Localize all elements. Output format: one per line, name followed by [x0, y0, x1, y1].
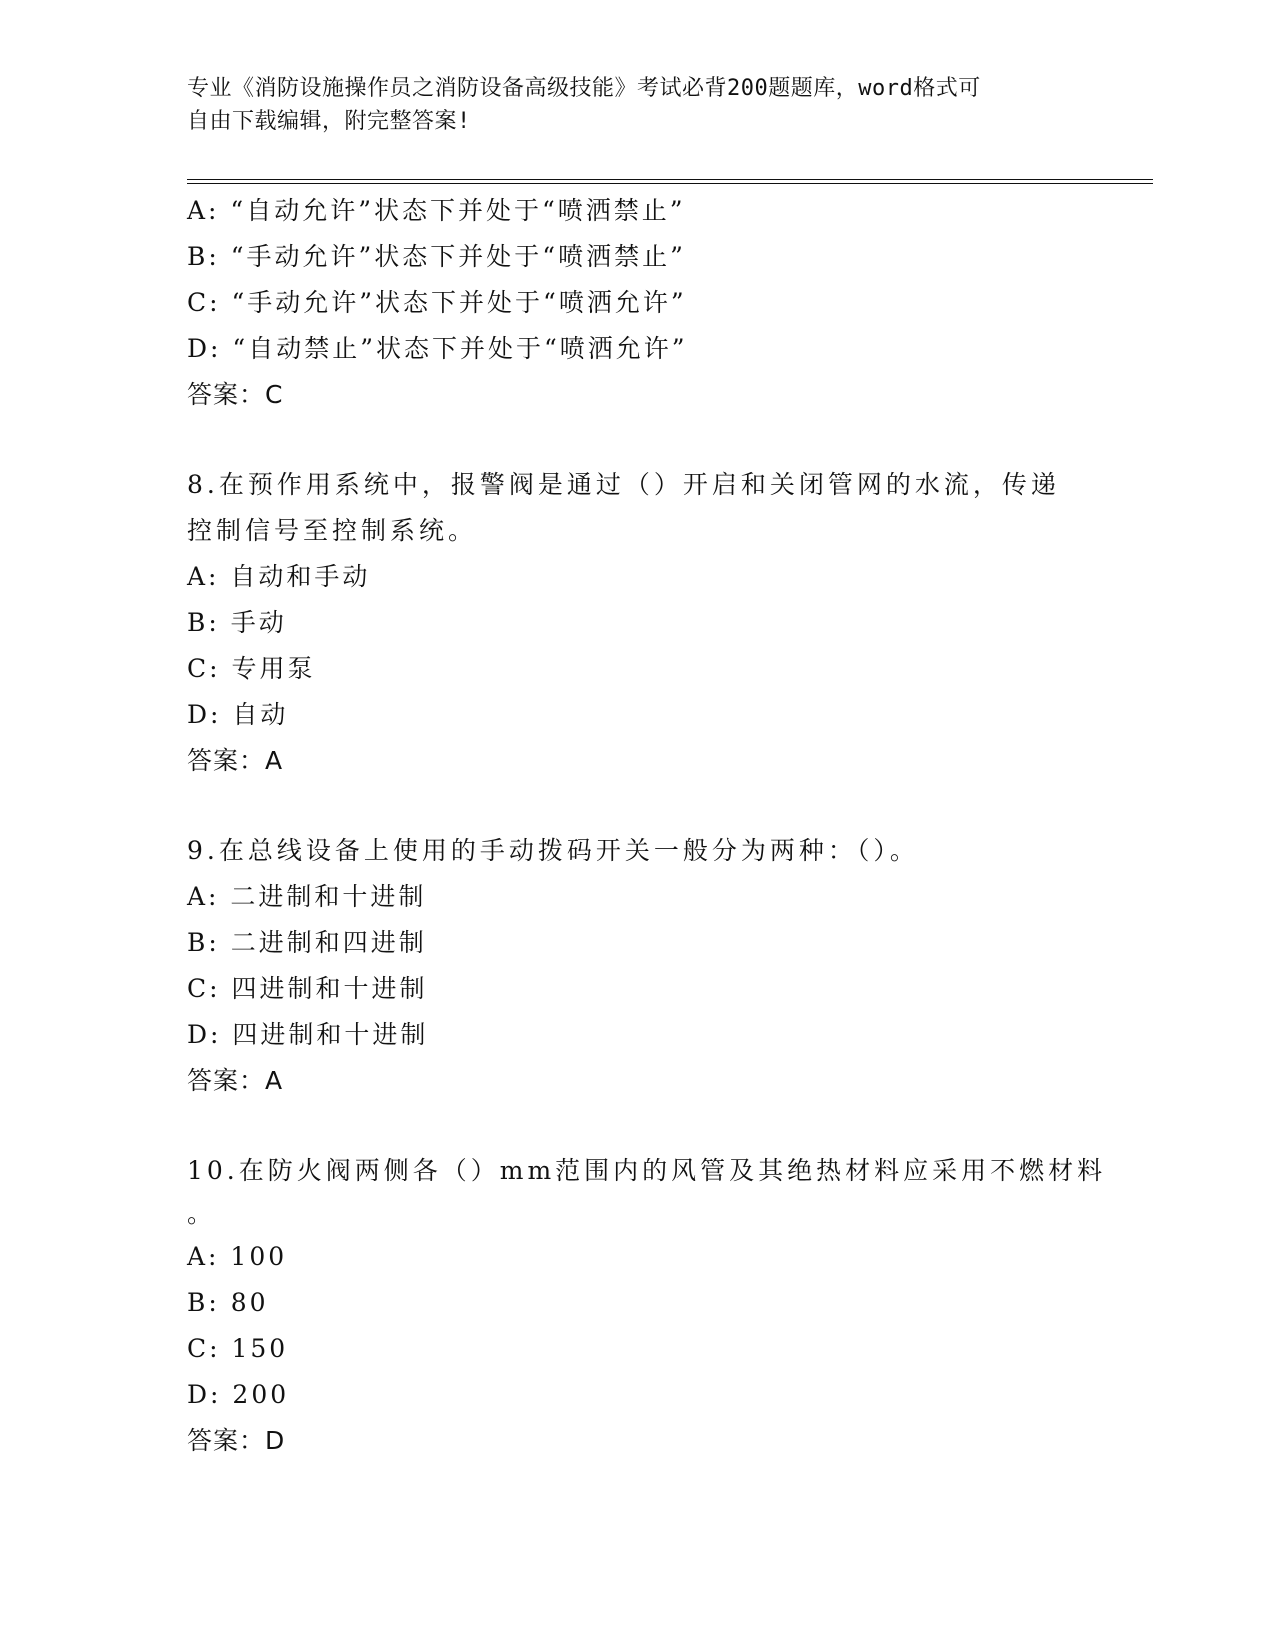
question-block	[187, 828, 1087, 1104]
header-title-line-2: 自由下载编辑，附完整答案!	[187, 109, 471, 134]
question-stem-line: 10.在防火阀两侧各（）mm范围内的风管及其绝热材料应采用不燃材料	[187, 1156, 1107, 1185]
option-d: D: 自动	[187, 700, 289, 729]
header-divider	[187, 179, 1153, 184]
option-a: A: 二进制和十进制	[187, 882, 427, 911]
option-b: B: 手动	[187, 608, 287, 637]
option-c: C: “手动允许”状态下并处于“喷洒允许”	[187, 288, 687, 317]
option-a: A: 100	[187, 1242, 288, 1271]
answer-line: 答案：A	[187, 1066, 284, 1095]
question-stem-line: 8.在预作用系统中，报警阀是通过（）开启和关闭管网的水流，传递	[187, 470, 1060, 499]
answer-line: 答案：A	[187, 746, 284, 775]
option-a: A: 自动和手动	[187, 562, 371, 591]
question-block	[187, 462, 1087, 784]
document-header	[187, 72, 1087, 138]
option-a: A: “自动允许”状态下并处于“喷洒禁止”	[187, 196, 686, 225]
question-stem-line: 控制信号至控制系统。	[187, 516, 478, 545]
option-c: C: 四进制和十进制	[187, 974, 428, 1003]
header-title-line-1: 专业《消防设施操作员之消防设备高级技能》考试必背200题题库，word格式可	[187, 76, 981, 101]
option-b: B: 二进制和四进制	[187, 928, 427, 957]
option-d: D: “自动禁止”状态下并处于“喷洒允许”	[187, 334, 688, 363]
question-stem-line: 。	[187, 1199, 216, 1228]
question-stem-line: 9.在总线设备上使用的手动拨码开关一般分为两种：（）。	[187, 836, 919, 865]
option-c: C: 150	[187, 1334, 289, 1363]
option-c: C: 专用泵	[187, 654, 316, 683]
answer-line: 答案：D	[187, 1426, 286, 1455]
question-block	[187, 188, 1087, 418]
option-d: D: 200	[187, 1380, 290, 1409]
question-block	[187, 1148, 1107, 1464]
answer-line: 答案：C	[187, 380, 284, 409]
option-b: B: “手动允许”状态下并处于“喷洒禁止”	[187, 242, 686, 271]
option-d: D: 四进制和十进制	[187, 1020, 429, 1049]
option-b: B: 80	[187, 1288, 269, 1317]
question-list	[187, 188, 1107, 1464]
